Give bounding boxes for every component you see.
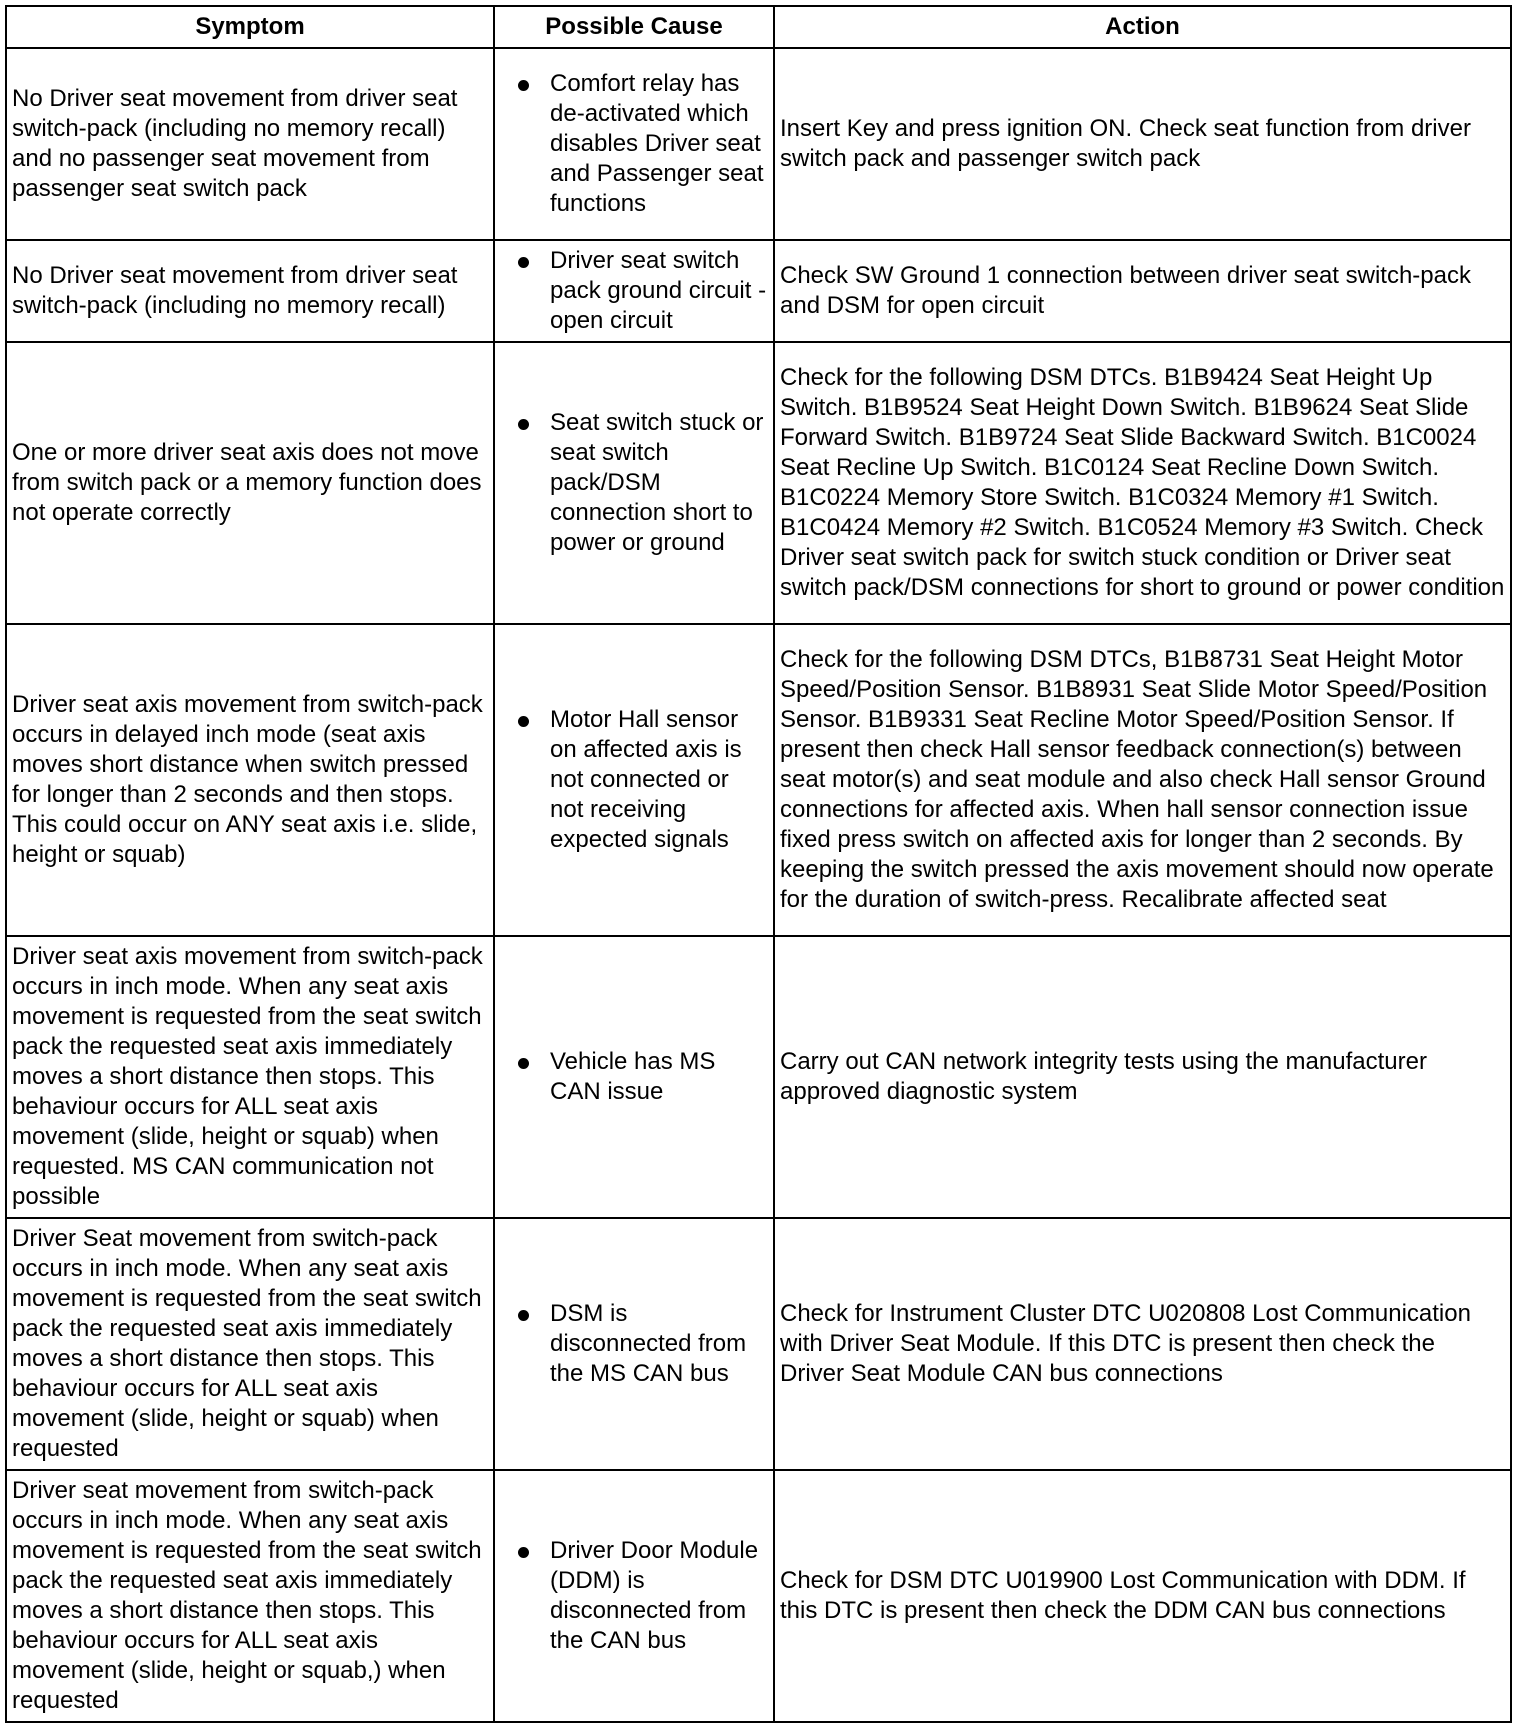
action-header: Action bbox=[774, 6, 1511, 48]
table-row bbox=[6, 240, 1511, 342]
action-cell: Check for the following DSM DTCs. B1B9424 Seat Height Up Switch. B1B9524 Seat Height Down Switch. B1B9624 Seat Slide Forward Switch. B1B9724 Seat Slide Backward Switch. B1C0024 Seat Recline Up Switch. B1C0124 Seat Recline Down Switch. B1C0224 Memory Store Switch. B1C0324 Memory #1 Switch. B1C0424 Memory #2 Switch. B1C0524 Memory #3 Switch. Check Driver seat switch pack for switch stuck condition or Driver seat switch pack/DSM connections for short to ground or power condition bbox=[774, 342, 1511, 624]
action-cell: Check for Instrument Cluster DTC U020808 Lost Communication with Driver Seat Module. If this DTC is present then check the Driver Seat Module CAN bus connections bbox=[774, 1218, 1511, 1470]
action-cell: Check for the following DSM DTCs, B1B8731 Seat Height Motor Speed/Position Sensor. B1B8931 Seat Slide Motor Speed/Position Sensor. B1B9331 Seat Recline Motor Speed/Position Sensor. If present then check Hall sensor feedback connection(s) between seat motor(s) and seat module and also check Hall sensor Ground connections for affected axis. When hall sensor connection issue fixed press switch on affected axis for longer than 2 seconds. By keeping the switch pressed the axis movement should now operate for the duration of switch-press. Recalibrate affected seat bbox=[774, 624, 1511, 936]
diagnosis-table bbox=[5, 5, 1512, 1723]
cause-bullet-item: Comfort relay has de-activated which disables Driver seat and Passenger seat functions bbox=[515, 69, 768, 219]
cause-cell bbox=[494, 936, 774, 1218]
cause-cell bbox=[494, 342, 774, 624]
header-row bbox=[6, 6, 1511, 48]
cause-cell bbox=[494, 48, 774, 240]
action-cell: Check SW Ground 1 connection between driver seat switch-pack and DSM for open circuit bbox=[774, 240, 1511, 342]
action-cell: Insert Key and press ignition ON. Check seat function from driver switch pack and passenger switch pack bbox=[774, 48, 1511, 240]
cause-cell bbox=[494, 1218, 774, 1470]
cause-bullet-item: DSM is disconnected from the MS CAN bus bbox=[515, 1299, 768, 1389]
cause-bullet-item: Driver Door Module (DDM) is disconnected from the CAN bus bbox=[515, 1536, 768, 1656]
symptom-header: Symptom bbox=[6, 6, 494, 48]
table-row bbox=[6, 936, 1511, 1218]
symptom-cell: Driver Seat movement from switch-pack occurs in inch mode. When any seat axis movement is requested from the seat switch pack the requested seat axis immediately moves a short distance then stops. This behaviour occurs for ALL seat axis movement (slide, height or squab) when requested bbox=[6, 1218, 494, 1470]
symptom-cell: One or more driver seat axis does not move from switch pack or a memory function does not operate correctly bbox=[6, 342, 494, 624]
cause-bullet-item: Motor Hall sensor on affected axis is not connected or not receiving expected signals bbox=[515, 705, 768, 855]
cause-cell bbox=[494, 624, 774, 936]
symptom-cell: No Driver seat movement from driver seat switch-pack (including no memory recall) and no passenger seat movement from passenger seat switch pack bbox=[6, 48, 494, 240]
cause-bullet-item: Vehicle has MS CAN issue bbox=[515, 1047, 768, 1107]
table-row bbox=[6, 1218, 1511, 1470]
action-cell: Check for DSM DTC U019900 Lost Communication with DDM. If this DTC is present then check the DDM CAN bus connections bbox=[774, 1470, 1511, 1722]
table-row bbox=[6, 624, 1511, 936]
cause-bullet-item: Driver seat switch pack ground circuit - open circuit bbox=[515, 246, 768, 336]
symptom-cell: Driver seat axis movement from switch-pack occurs in inch mode. When any seat axis movement is requested from the seat switch pack the requested seat axis immediately moves a short distance then stops. This behaviour occurs for ALL seat axis movement (slide, height or squab) when requested. MS CAN communication not possible bbox=[6, 936, 494, 1218]
cause-cell bbox=[494, 1470, 774, 1722]
possible-cause-header: Possible Cause bbox=[494, 6, 774, 48]
table-row bbox=[6, 48, 1511, 240]
cause-cell bbox=[494, 240, 774, 342]
table-row bbox=[6, 342, 1511, 624]
symptom-cell: No Driver seat movement from driver seat switch-pack (including no memory recall) bbox=[6, 240, 494, 342]
symptom-cell: Driver seat movement from switch-pack occurs in inch mode. When any seat axis movement is requested from the seat switch pack the requested seat axis immediately moves a short distance then stops. This behaviour occurs for ALL seat axis movement (slide, height or squab,) when requested bbox=[6, 1470, 494, 1722]
table-row bbox=[6, 1470, 1511, 1722]
cause-bullet-item: Seat switch stuck or seat switch pack/DSM connection short to power or ground bbox=[515, 408, 768, 558]
action-cell: Carry out CAN network integrity tests using the manufacturer approved diagnostic system bbox=[774, 936, 1511, 1218]
symptom-cell: Driver seat axis movement from switch-pack occurs in delayed inch mode (seat axis moves short distance when switch pressed for longer than 2 seconds and then stops. This could occur on ANY seat axis i.e. slide, height or squab) bbox=[6, 624, 494, 936]
